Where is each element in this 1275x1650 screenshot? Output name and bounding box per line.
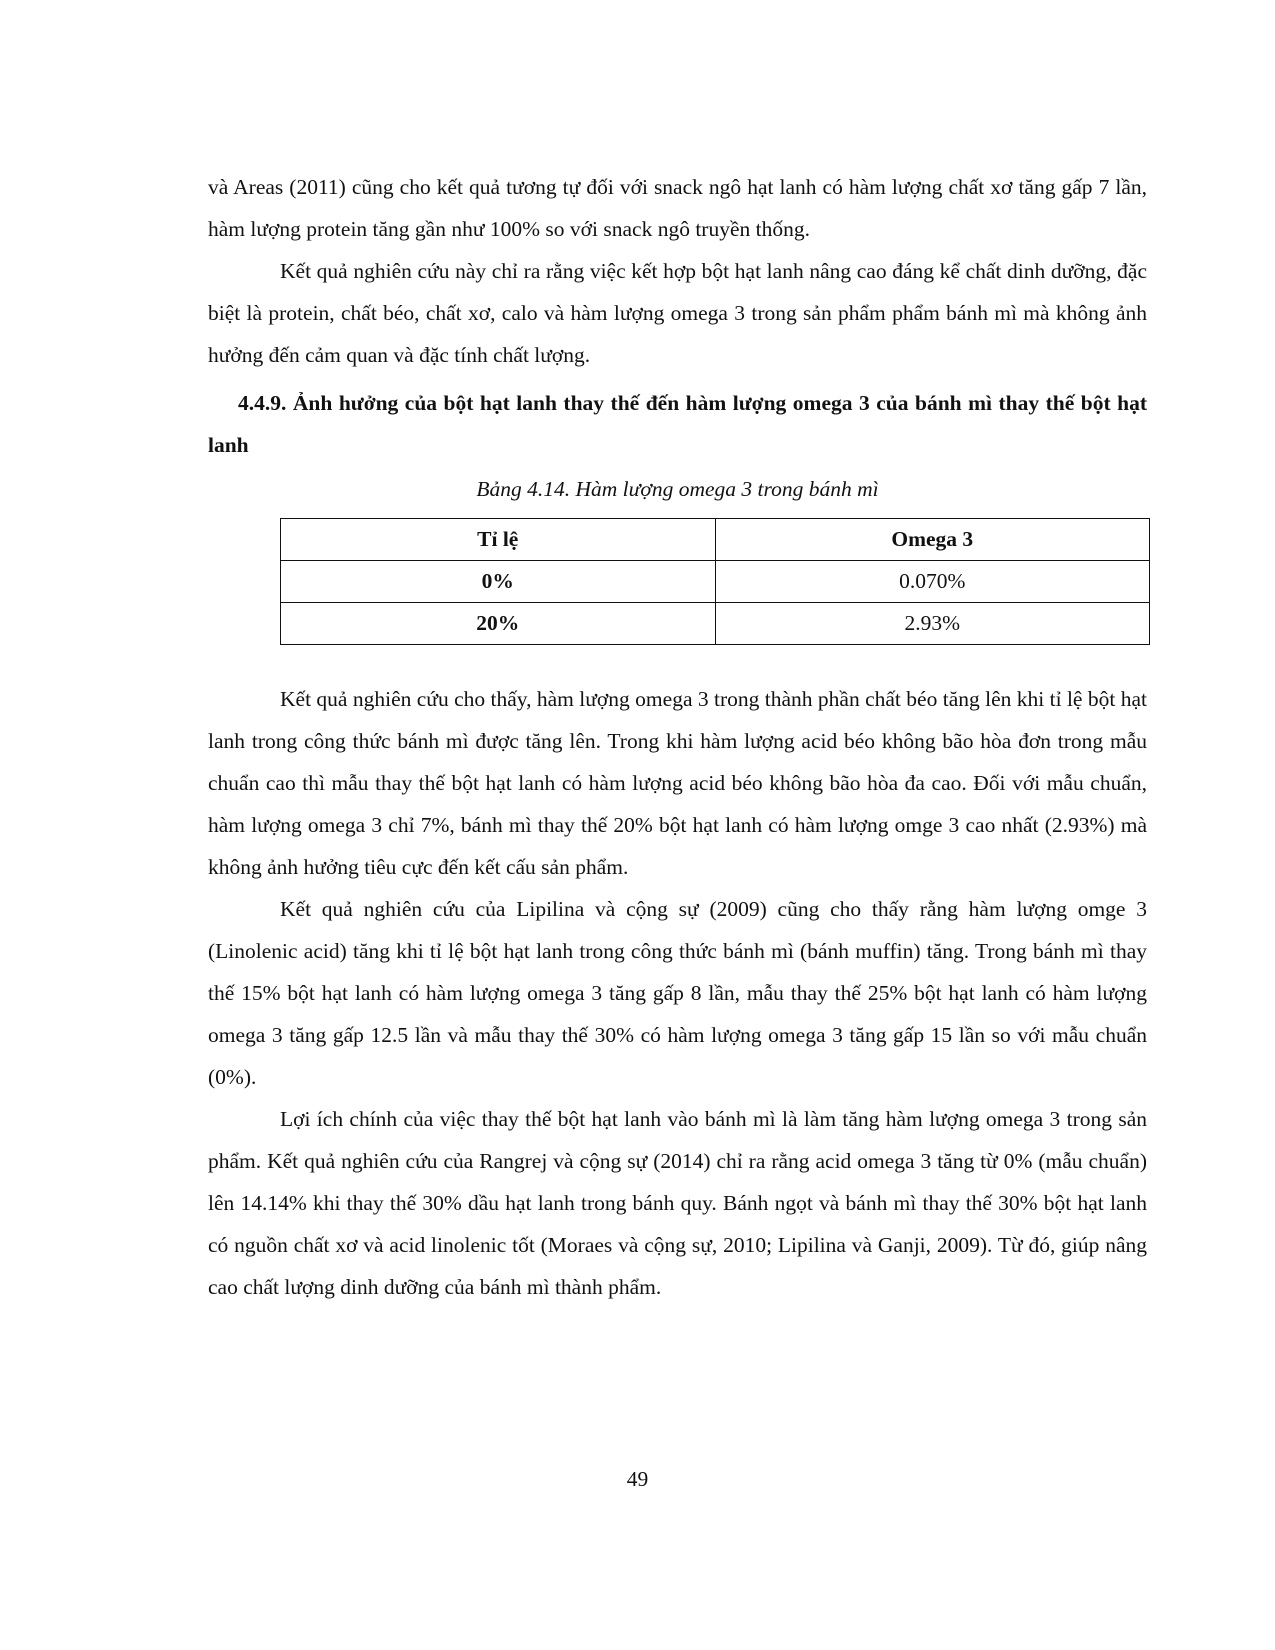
header-ratio: Tỉ lệ	[281, 519, 716, 561]
table-header-row	[281, 519, 1150, 561]
cell-ratio: 20%	[281, 603, 716, 645]
page-number: 49	[626, 1467, 649, 1491]
paragraph-benefits: Lợi ích chính của việc thay thế bột hạt lanh vào bánh mì là làm tăng hàm lượng omega 3 trong sản phẩm. Kết quả nghiên cứu của Rangrej và cộng sự (2014) chỉ ra rằng acid omega 3 tăng từ 0% (mẫu chuẩn) lên 14.14% khi thay thế 30% dầu hạt lanh trong bánh quy. Bánh ngọt và bánh mì thay thế 30% bột hạt lanh có nguồn chất xơ và acid linolenic tốt (Moraes và cộng sự, 2010; Lipilina và Ganji, 2009). Từ đó, giúp nâng cao chất lượng dinh dưỡng của bánh mì thành phẩm.	[208, 1107, 1147, 1299]
section-number: 4.4.9.	[238, 391, 287, 415]
cell-omega3: 2.93%	[715, 603, 1150, 645]
paragraph-lipilina: Kết quả nghiên cứu của Lipilina và cộng sự (2009) cũng cho thấy rằng hàm lượng omge 3 (Linolenic acid) tăng khi tỉ lệ bột hạt lanh trong công thức bánh mì (bánh muffin) tăng. Trong bánh mì thay thế 15% bột hạt lanh có hàm lượng omega 3 tăng gấp 8 lần, mẫu thay thế 25% bột hạt lanh có hàm lượng omega 3 tăng gấp 12.5 lần và mẫu thay thế 30% có hàm lượng omega 3 tăng gấp 15 lần so với mẫu chuẩn (0%).	[208, 897, 1147, 1089]
section-title: Ảnh hưởng của bột hạt lanh thay thế đến hàm lượng omega 3 của bánh mì thay thế bột hạt lanh	[208, 391, 1148, 457]
cell-omega3: 0.070%	[715, 561, 1150, 603]
omega3-table	[280, 518, 1150, 645]
table-caption: Bảng 4.14. Hàm lượng omega 3 trong bánh mì	[476, 477, 879, 501]
paragraph-continuation: và Areas (2011) cũng cho kết quả tương tự đối với snack ngô hạt lanh có hàm lượng chất xơ tăng gấp 7 lần, hàm lượng protein tăng gần như 100% so với snack ngô truyền thống.	[208, 175, 1147, 241]
table-row	[281, 603, 1150, 645]
bottom-text-block	[208, 678, 1147, 1308]
header-omega3: Omega 3	[715, 519, 1150, 561]
section-heading	[208, 382, 1147, 466]
top-text-block	[208, 166, 1147, 376]
cell-ratio: 0%	[281, 561, 716, 603]
paragraph-results: Kết quả nghiên cứu cho thấy, hàm lượng omega 3 trong thành phần chất béo tăng lên khi tỉ lệ bột hạt lanh trong công thức bánh mì được tăng lên. Trong khi hàm lượng acid béo không bão hòa đơn trong mẫu chuẩn cao thì mẫu thay thế bột hạt lanh có hàm lượng acid béo không bão hòa đa cao. Đối với mẫu chuẩn, hàm lượng omega 3 chỉ 7%, bánh mì thay thế 20% bột hạt lanh có hàm lượng omge 3 cao nhất (2.93%) mà không ảnh hưởng tiêu cực đến kết cấu sản phẩm.	[208, 687, 1147, 879]
paragraph-summary: Kết quả nghiên cứu này chỉ ra rằng việc kết hợp bột hạt lanh nâng cao đáng kể chất dinh dưỡng, đặc biệt là protein, chất béo, chất xơ, calo và hàm lượng omega 3 trong sản phẩm phẩm bánh mì mà không ảnh hưởng đến cảm quan và đặc tính chất lượng.	[208, 259, 1147, 367]
table-row	[281, 561, 1150, 603]
